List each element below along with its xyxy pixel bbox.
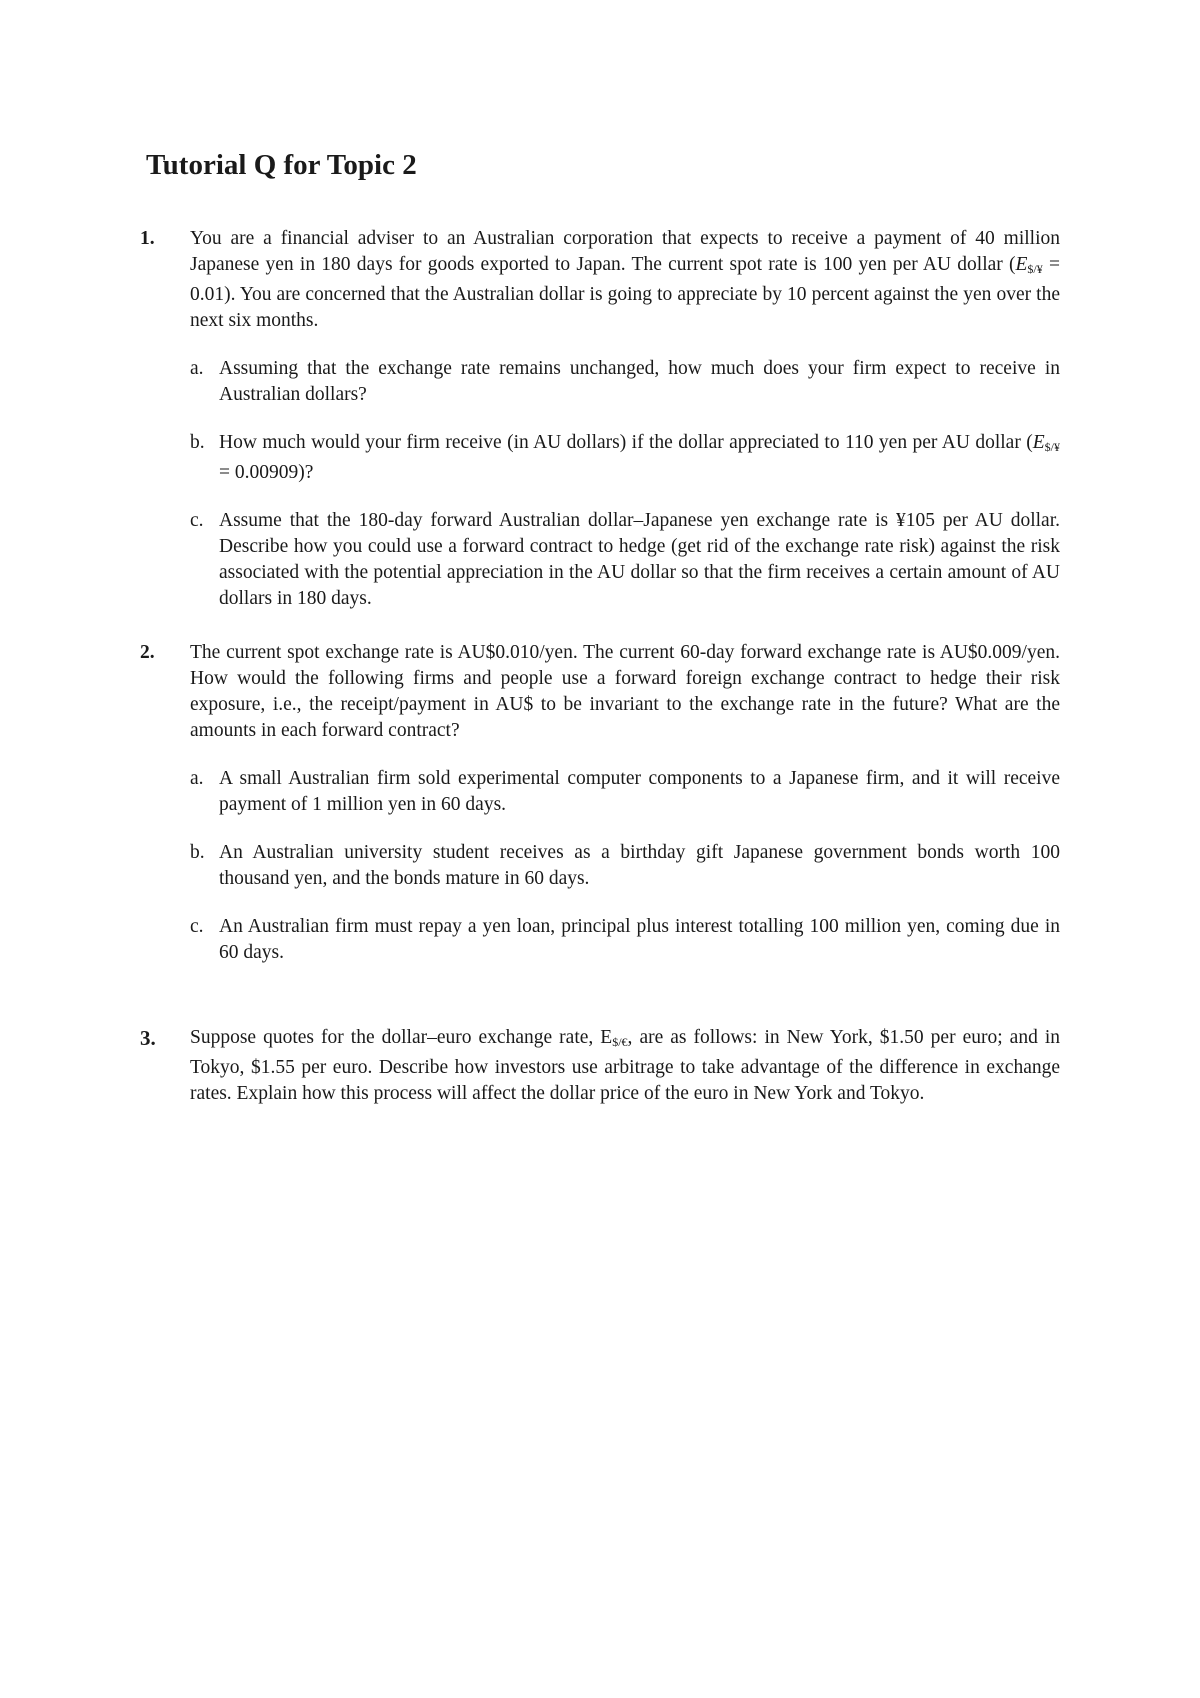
question-2	[140, 640, 1060, 966]
question-text-part: You are a financial adviser to an Australian corporation that expects to receive a payment of 40 million Japanese yen in 180 days for goods exported to Japan. The current spot rate is 100 yen per AU dollar (	[190, 228, 1060, 275]
question-2-part-c	[190, 914, 1060, 966]
question-1-part-c	[190, 508, 1060, 612]
exchange-rate-subscript: $/¥	[1044, 440, 1060, 454]
part-text-segment: How much would your firm receive (in AU dollars) if the dollar appreciated to 110 yen per AU dollar (	[219, 432, 1033, 453]
question-number: 1.	[140, 228, 155, 249]
question-text-part: Suppose quotes for the dollar–euro exchange rate, E	[190, 1027, 613, 1048]
question-text	[190, 1025, 1060, 1107]
part-text: Assume that the 180-day forward Australian dollar–Japanese yen exchange rate is ¥105 per AU dollar. Describe how you could use a forward contract to hedge (get rid of the exchange rate risk) against the risk associated with the potential appreciation in the AU dollar so that the firm receives a certain amount of AU dollars in 180 days.	[219, 510, 1060, 609]
part-letter: b.	[190, 842, 205, 863]
part-text: A small Australian firm sold experimental computer components to a Japanese firm, and it will receive payment of 1 million yen in 60 days.	[219, 768, 1060, 815]
question-text-part: = 0.01). You are concerned that the Australian dollar is going to appreciate by 10 percent against the yen over the next six months.	[190, 254, 1060, 331]
exchange-rate-symbol: E	[1015, 254, 1028, 275]
question-text: The current spot exchange rate is AU$0.010/yen. The current 60-day forward exchange rate is AU$0.009/yen. How would the following firms and people use a forward foreign exchange contract to hedge their risk exposure, i.e., the receipt/payment in AU$ to be invariant to the exchange rate in the future? What are the amounts in each forward contract?	[190, 642, 1060, 741]
question-1-part-a	[190, 356, 1060, 408]
question-number: 2.	[140, 642, 155, 663]
question-text-part: , are as follows: in New York, $1.50 per euro; and in Tokyo, $1.55 per euro. Describe how investors use arbitrage to take advantage of the difference in exchange rates. Explain how this process will affect the dollar price of the euro in New York and Tokyo.	[190, 1027, 1061, 1104]
part-text: Assuming that the exchange rate remains unchanged, how much does your firm expect to receive in Australian dollars?	[219, 358, 1060, 405]
part-text: An Australian university student receives as a birthday gift Japanese government bonds worth 100 thousand yen, and the bonds mature in 60 days.	[219, 842, 1060, 889]
question-1	[140, 226, 1060, 612]
exchange-rate-subscript: $/¥	[1027, 262, 1043, 276]
part-text	[219, 430, 1060, 486]
question-2-part-b	[190, 840, 1060, 892]
question-text	[190, 226, 1060, 334]
part-letter: b.	[190, 432, 205, 453]
question-2-part-a	[190, 766, 1060, 818]
part-text-segment: = 0.00909)?	[219, 462, 314, 483]
part-letter: a.	[190, 768, 204, 789]
part-letter: a.	[190, 358, 204, 379]
question-3	[140, 1025, 1060, 1107]
page-title: Tutorial Q for Topic 2	[146, 149, 417, 181]
question-1-part-b	[190, 430, 1060, 486]
part-letter: c.	[190, 916, 204, 937]
part-text: An Australian firm must repay a yen loan, principal plus interest totalling 100 million yen, coming due in 60 days.	[219, 916, 1060, 963]
part-letter: c.	[190, 510, 204, 531]
exchange-rate-subscript: $/€	[612, 1035, 628, 1049]
question-number: 3.	[140, 1026, 156, 1050]
exchange-rate-symbol: E	[1032, 432, 1045, 453]
